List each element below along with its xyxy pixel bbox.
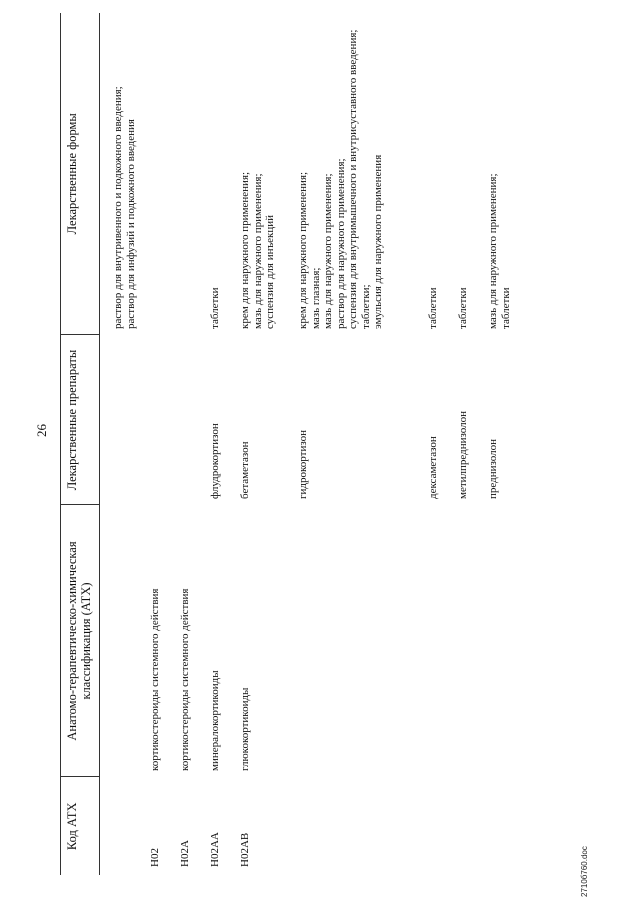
table-row [487,13,527,875]
row-drug: бетаметазон [239,441,251,499]
row-code [457,777,487,875]
page-number: 26 [34,424,49,437]
form-line: раствор для наружного применения; [334,158,347,329]
form-line: крем для наружного применения; [239,171,251,329]
table-row [427,13,457,875]
form-line: раствор для инфузий и подкожного введения [124,119,137,329]
form-line: таблетки [499,287,512,329]
row-forms [427,13,457,335]
form-line: крем для наружного применения; [297,171,309,329]
form-line: таблетки [209,287,221,329]
table-row [179,13,209,875]
row-drug [149,335,179,505]
row-atc [457,505,487,777]
form-line: суспензия для внутримышечного и внутрисуставного введения; [347,29,359,329]
form-line: раствор для внутривенного и подкожного введения; [112,86,124,329]
table-row [457,13,487,875]
row-code: H02A [179,840,191,867]
header-code: Код АТХ [61,777,100,875]
row-forms [112,13,137,335]
row-code [112,777,137,875]
row-atc: глюкокортикоиды [239,687,251,771]
row-drug: преднизолон [487,438,499,499]
row-forms [297,13,427,335]
form-line: таблетки [427,287,439,329]
row-code [427,777,457,875]
atc-table [60,13,527,875]
form-line: мазь для наружного применения; [251,173,264,329]
form-line: мазь глазная; [309,267,322,329]
table-row [239,13,297,875]
row-code [487,777,527,875]
form-line: эмульсия для наружного применения [372,154,384,329]
row-atc: кортикостероиды системного действия [149,588,161,771]
header-drugs: Лекарственные препараты [61,335,100,505]
form-line: таблетки [457,287,469,329]
row-code: H02 [149,848,161,867]
row-drug: гидрокортизон [297,430,309,499]
row-drug: метилпреднизолон [457,410,469,499]
row-atc [297,505,427,777]
header-forms: Лекарственные формы [61,13,100,335]
form-line: мазь для наружного применения; [487,173,499,329]
row-code: H02AB [239,832,251,867]
row-forms [209,13,239,335]
row-forms [179,13,209,335]
row-forms [149,13,179,335]
row-atc [487,505,527,777]
document-sheet [60,13,620,875]
table-row [149,13,179,875]
table-header-row [61,13,100,875]
form-line: таблетки; [359,284,372,329]
row-forms [457,13,487,335]
form-line: суспензия для инъекций [264,214,276,329]
header-atc: Анатомо-терапевтическо-химическая классификация (АТХ) [61,505,100,777]
table-row [297,13,427,875]
row-drug [179,335,209,505]
row-forms [487,13,527,335]
row-drug: флудрокортизон [209,423,221,499]
row-atc: кортикостероиды системного действия [179,588,191,771]
row-code [297,777,427,875]
table-row [112,13,137,875]
row-atc [427,505,457,777]
row-atc: минералокортикоиды [209,670,221,771]
form-line: мазь для наружного применения; [322,173,334,329]
row-drug: дексаметазон [427,436,439,499]
row-forms [239,13,297,335]
table-row [209,13,239,875]
row-atc [112,505,137,777]
file-footer: 2710б760.doc [580,846,589,897]
row-drug [112,335,137,505]
row-code: H02AA [209,832,221,867]
